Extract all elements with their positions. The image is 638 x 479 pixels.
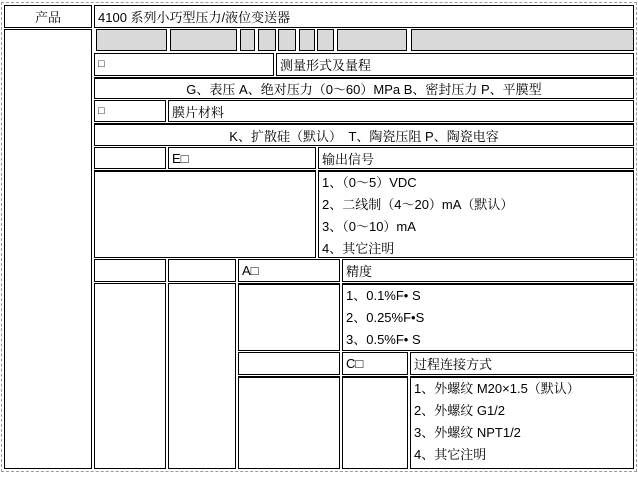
output-signal-code-cell: [168, 147, 316, 169]
measurement-options-cell: [94, 77, 634, 99]
option-line: 4、其它注明: [322, 241, 395, 256]
option-line: 2、外螺纹 G1/2: [414, 403, 506, 418]
model-code-box: [411, 29, 634, 51]
model-code-box: [317, 29, 334, 51]
measurement-header-row: [94, 53, 634, 76]
diaphragm-options: K、扩散硅（默认） T、陶瓷压阻 P、陶瓷电容: [229, 128, 499, 144]
model-code-box: [96, 29, 167, 51]
model-code-box: [278, 29, 296, 51]
accuracy-label-cell: [342, 259, 634, 282]
option-line: 2、二线制（4～20）mA（默认）: [322, 197, 514, 212]
process-connection-options-cell: [410, 376, 634, 469]
empty-cell: [238, 283, 340, 351]
accuracy-code: A□: [242, 263, 259, 278]
process-connection-label-cell: [410, 352, 634, 375]
option-line: 3、外螺纹 NPT1/2: [414, 425, 521, 440]
measurement-code: □: [98, 58, 105, 70]
diaphragm-options-row: [94, 123, 634, 146]
product-label: 产品: [34, 10, 61, 25]
option-line: 1、0.1%F• S: [346, 288, 421, 303]
empty-cell: [168, 283, 236, 469]
process-connection-header-row: [238, 352, 634, 375]
diaphragm-code-cell: [94, 100, 166, 122]
left-spacer-cell: [4, 29, 92, 469]
option-line: 2、0.25%F•S: [346, 310, 425, 325]
output-signal-header-row: [94, 147, 634, 169]
process-connection-code: C□: [346, 356, 364, 371]
product-name-cell: [94, 5, 634, 28]
model-code-box: [299, 29, 315, 51]
measurement-options-row: [94, 77, 634, 99]
empty-cell: [238, 376, 340, 469]
model-code-box: [337, 29, 407, 51]
bottom-block: [94, 283, 634, 469]
model-code-box: [170, 29, 237, 51]
diaphragm-options-cell: [94, 123, 634, 146]
process-connection-label: 过程连接方式: [414, 357, 493, 372]
model-code-box: [258, 29, 276, 51]
empty-cell: [94, 147, 166, 169]
empty-cell: [94, 170, 316, 258]
measurement-label: 测量形式及量程: [280, 58, 372, 73]
diaphragm-label-cell: [168, 100, 634, 122]
output-signal-options-cell: [318, 170, 634, 258]
option-line: 3、（0～10）mA: [322, 219, 416, 234]
measurement-label-cell: [276, 53, 634, 76]
product-label-cell: [4, 5, 92, 28]
output-signal-label: 输出信号: [322, 151, 375, 167]
accuracy-options-row: [238, 283, 634, 351]
model-code-boxes-row: [94, 29, 634, 52]
option-line: 4、其它注明: [414, 447, 487, 462]
accuracy-code-cell: [238, 259, 340, 282]
process-connection-code-cell: [342, 352, 408, 375]
option-line: 1、外螺纹 M20×1.5（默认）: [414, 381, 580, 396]
output-signal-code: E□: [172, 150, 189, 166]
diaphragm-label: 膜片材料: [172, 104, 225, 120]
empty-cell: [94, 259, 166, 282]
accuracy-options-cell: [342, 283, 634, 351]
diaphragm-code: □: [98, 104, 105, 117]
model-code-box: [240, 29, 255, 51]
option-line: 1、（0～5）VDC: [322, 175, 417, 190]
output-signal-options-row: [94, 170, 634, 258]
ordering-code-table: [1, 2, 637, 472]
product-name: 4100 系列小巧型压力/液位变送器: [98, 10, 291, 25]
option-line: 3、0.5%F• S: [346, 332, 421, 347]
process-connection-options-row: [238, 376, 634, 469]
product-row: [4, 5, 634, 28]
content-column: [94, 29, 634, 469]
empty-cell: [168, 259, 236, 282]
accuracy-label: 精度: [346, 264, 373, 279]
measurement-code-cell: [94, 53, 274, 76]
measurement-options: G、表压 A、绝对压力（0～60）MPa B、密封压力 P、平膜型: [186, 82, 542, 97]
empty-cell: [94, 283, 166, 469]
diaphragm-header-row: [94, 100, 634, 122]
empty-cell: [238, 352, 340, 375]
output-signal-label-cell: [318, 147, 634, 169]
empty-cell: [342, 376, 408, 469]
accuracy-header-row: [94, 259, 634, 282]
